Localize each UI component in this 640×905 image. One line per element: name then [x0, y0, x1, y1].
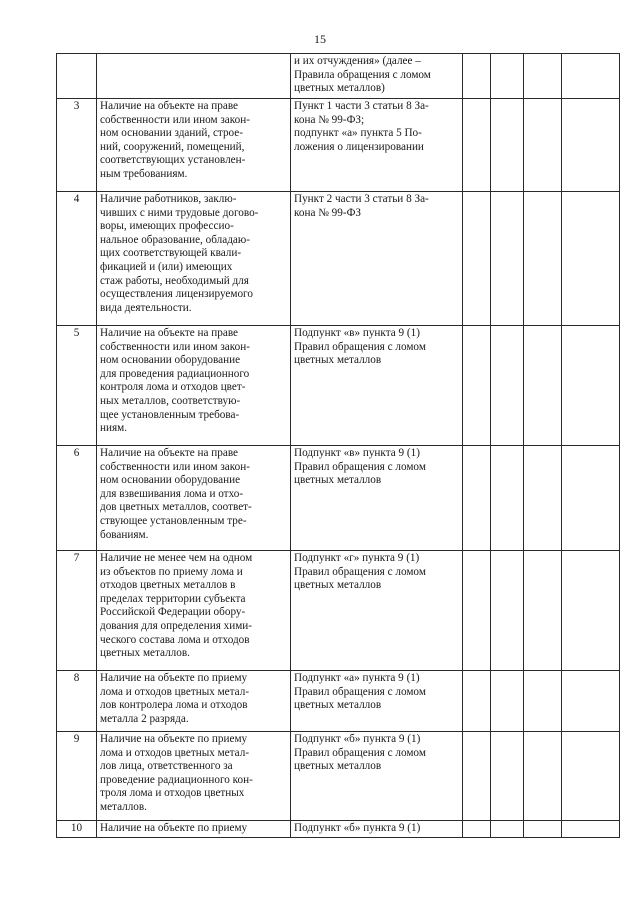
blank-cell [463, 99, 491, 192]
table-row [57, 671, 620, 732]
requirement-text: Наличие на объекте по приему [97, 821, 291, 838]
blank-cell [463, 326, 491, 446]
blank-cell [524, 446, 562, 551]
legal-reference: Подпункт «в» пункта 9 (1) Правил обращения с ломом цветных металлов [291, 326, 463, 446]
blank-cell [463, 821, 491, 838]
blank-cell [491, 54, 524, 99]
blank-cell [562, 671, 620, 732]
blank-cell [524, 732, 562, 821]
blank-cell [562, 326, 620, 446]
row-number: 3 [57, 99, 97, 192]
legal-reference: Подпункт «г» пункта 9 (1) Правил обращения с ломом цветных металлов [291, 551, 463, 671]
blank-cell [491, 671, 524, 732]
blank-cell [524, 99, 562, 192]
blank-cell [463, 54, 491, 99]
blank-cell [562, 54, 620, 99]
row-number: 5 [57, 326, 97, 446]
requirement-text: Наличие работников, заклю- чивших с ними трудовые догово- воры, имеющих профессио- нальное образование, обладаю- щих соответствующей квали- фикацией и (или) имеющих стаж работы, необходимый для осуществления лицензируемого вида деятельности. [97, 192, 291, 326]
legal-reference: Пункт 2 части 3 статьи 8 За- кона № 99-ФЗ [291, 192, 463, 326]
blank-cell [491, 821, 524, 838]
blank-cell [463, 192, 491, 326]
legal-reference: Подпункт «а» пункта 9 (1) Правил обращения с ломом цветных металлов [291, 671, 463, 732]
blank-cell [562, 732, 620, 821]
legal-reference: Подпункт «б» пункта 9 (1) [291, 821, 463, 838]
table-row [57, 732, 620, 821]
requirement-text: Наличие на объекте по приему лома и отходов цветных метал- лов лица, ответственного за проведение радиационного кон- троля лома и отходов цветных металлов. [97, 732, 291, 821]
blank-cell [562, 551, 620, 671]
row-number: 10 [57, 821, 97, 838]
table-row [57, 551, 620, 671]
table-row [57, 99, 620, 192]
blank-cell [491, 192, 524, 326]
requirement-text: Наличие на объекте на праве собственности или ином закон- ном основании оборудование для проведения радиационного контроля лома и отходов цвет- ных металлов, соответствую- щее установленным требова- ниям. [97, 326, 291, 446]
blank-cell [463, 446, 491, 551]
table-row [57, 54, 620, 99]
blank-cell [524, 821, 562, 838]
blank-cell [463, 732, 491, 821]
requirement-text [97, 54, 291, 99]
table-row [57, 821, 620, 838]
requirement-text: Наличие на объекте на праве собственности или ином закон- ном основании оборудование для взвешивания лома и отхо- дов цветных металлов, соответ- ствующее установленным тре- бованиям. [97, 446, 291, 551]
blank-cell [562, 446, 620, 551]
legal-reference: Подпункт «в» пункта 9 (1) Правил обращения с ломом цветных металлов [291, 446, 463, 551]
legal-reference: Пункт 1 части 3 статьи 8 За- кона № 99-ФЗ; подпункт «а» пункта 5 По- ложения о лицензировании [291, 99, 463, 192]
blank-cell [524, 326, 562, 446]
row-number: 4 [57, 192, 97, 326]
row-number: 7 [57, 551, 97, 671]
blank-cell [491, 99, 524, 192]
table-row [57, 446, 620, 551]
legal-reference: Подпункт «б» пункта 9 (1) Правил обращения с ломом цветных металлов [291, 732, 463, 821]
row-number [57, 54, 97, 99]
blank-cell [524, 551, 562, 671]
requirement-text: Наличие на объекте по приему лома и отходов цветных метал- лов контролера лома и отходов металла 2 разряда. [97, 671, 291, 732]
table-row [57, 192, 620, 326]
blank-cell [524, 192, 562, 326]
page-number: 15 [314, 32, 326, 46]
blank-cell [491, 551, 524, 671]
requirements-table [56, 53, 620, 838]
blank-cell [463, 551, 491, 671]
blank-cell [562, 192, 620, 326]
requirement-text: Наличие не менее чем на одном из объектов по приему лома и отходов цветных металлов в пределах территории субъекта Российской Федерации обору- дования для определения хими- ческого состава лома и отходов цветных металлов. [97, 551, 291, 671]
row-number: 6 [57, 446, 97, 551]
blank-cell [491, 732, 524, 821]
row-number: 9 [57, 732, 97, 821]
table-row [57, 326, 620, 446]
blank-cell [524, 54, 562, 99]
blank-cell [562, 821, 620, 838]
requirement-text: Наличие на объекте на праве собственности или ином закон- ном основании зданий, строе- ний, сооружений, помещений, соответствующих установлен- ным требованиям. [97, 99, 291, 192]
legal-reference: и их отчуждения» (далее – Правила обращения с ломом цветных металлов) [291, 54, 463, 99]
blank-cell [491, 326, 524, 446]
row-number: 8 [57, 671, 97, 732]
blank-cell [463, 671, 491, 732]
blank-cell [524, 671, 562, 732]
blank-cell [562, 99, 620, 192]
blank-cell [491, 446, 524, 551]
